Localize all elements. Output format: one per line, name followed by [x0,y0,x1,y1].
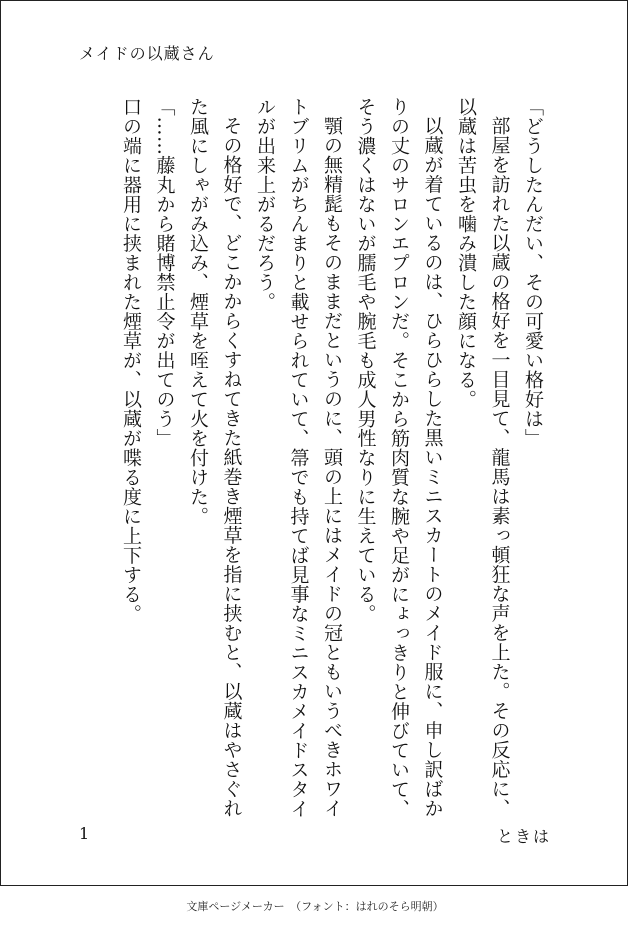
body-text [114,97,550,837]
app-credit: 文庫ページメーカー （フォント：はれのそら明朝） [186,900,444,913]
paragraph-7: 口の端に器用に挟まれた煙草が、以蔵が喋る度に上下する。 [120,97,142,624]
paragraph-6: 「……藤丸から賭博禁止令が出てのう」 [153,97,176,448]
page-number: 1 [79,824,90,843]
author-name: ときは [496,827,551,846]
paragraph-5: その格好で、どこかからくすねてきた紙巻き煙草を指に挟むと、以蔵はやさぐれた風にしゃがみ込み、煙草を咥えて火を付けた。 [187,97,243,818]
paragraph-4: 顎の無精髭もそのままだというのに、頭の上にはメイドの冠ともいうべきホワイトブリムがちんまりと載せられていて、箒でも持てば見事なミニスカメイドスタイルが出来上がるだろう。 [254,97,343,819]
book-title: メイドの以蔵さん [79,44,215,63]
paragraph-1: 「どうしたんだい、その可愛い格好は」 [522,97,544,448]
paragraph-2: 部屋を訪れた以蔵の格好を一目見て、龍馬は素っ頓狂な声を上た。その反応に、以蔵は苦虫を噛み潰した顔になる。 [455,97,511,818]
paragraph-3: 以蔵が着ているのは、ひらひらした黒いミニスカートのメイド服に、申し訳ばかりの丈のサロンエプロンだ。そこから筋肉質な腕や足がにょっきりと伸びていて、そう濃くはないが臑毛や腕毛も成人男性なりに生えている。 [354,97,444,819]
